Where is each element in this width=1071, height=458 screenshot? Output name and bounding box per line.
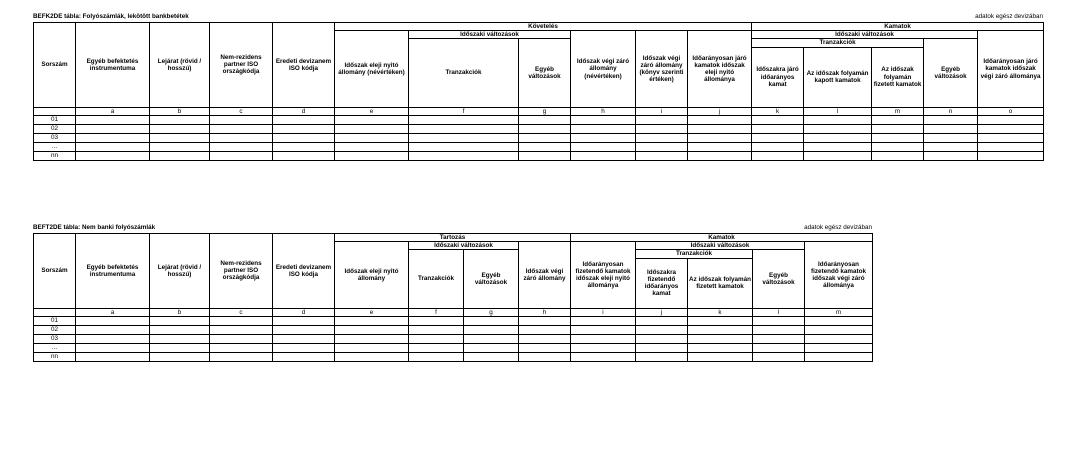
- data-cell[interactable]: [273, 343, 335, 352]
- row-code: 02: [34, 124, 76, 133]
- data-cell[interactable]: [688, 352, 753, 361]
- data-cell[interactable]: [688, 142, 752, 151]
- table-row: [34, 316, 873, 325]
- data-cell[interactable]: [872, 133, 924, 142]
- header-tranzakciok-m: Tranzakciók: [752, 39, 924, 47]
- data-cell[interactable]: [335, 352, 409, 361]
- t2-header-tartozas: Tartozás: [335, 234, 571, 242]
- data-cell[interactable]: [150, 133, 210, 142]
- header-deviza: Eredeti devizanem ISO kódja: [273, 23, 335, 108]
- data-cell[interactable]: [978, 124, 1044, 133]
- t2-header-fizetett-kamat: Az időszak folyamán fizetett kamatok: [688, 258, 753, 308]
- header-tranzakciok: Tranzakciók: [409, 39, 519, 107]
- data-cell[interactable]: [636, 133, 688, 142]
- t2-header-kamat-zaro: Időarányosan fizetendő kamatok időszak végi záró állománya: [805, 242, 873, 308]
- data-cell[interactable]: [519, 115, 571, 124]
- data-cell[interactable]: [805, 325, 873, 334]
- data-cell[interactable]: [76, 343, 150, 352]
- header-zaro: Időszak végi záró állomány (névértéken): [571, 31, 636, 107]
- data-cell[interactable]: [210, 115, 273, 124]
- data-cell[interactable]: [636, 334, 688, 343]
- letter-o: o: [978, 107, 1044, 115]
- letter-h: h: [571, 107, 636, 115]
- data-cell[interactable]: [752, 151, 804, 160]
- letter-k: k: [752, 107, 804, 115]
- data-cell[interactable]: [805, 334, 873, 343]
- letter-d: d: [273, 308, 335, 316]
- data-cell[interactable]: [571, 325, 636, 334]
- data-cell[interactable]: [804, 133, 872, 142]
- data-cell[interactable]: [409, 124, 519, 133]
- table1: [33, 22, 1044, 161]
- t2-header-egyeb: Egyéb változások: [464, 250, 519, 308]
- data-cell[interactable]: [210, 352, 273, 361]
- data-cell[interactable]: [688, 151, 752, 160]
- data-cell[interactable]: [409, 343, 464, 352]
- header-kamat-zaro: Időarányosan járó kamatok időszak végi záró állománya: [978, 31, 1044, 107]
- table-row: [34, 124, 1044, 133]
- data-cell[interactable]: [519, 325, 571, 334]
- row-code: 01: [34, 115, 76, 124]
- header-nyito: Időszak eleji nyitó állomány (névértéken): [335, 31, 409, 107]
- letter-j: j: [688, 107, 752, 115]
- data-cell[interactable]: [464, 334, 519, 343]
- row-code: 03: [34, 133, 76, 142]
- data-cell[interactable]: [409, 151, 519, 160]
- data-cell[interactable]: [636, 151, 688, 160]
- data-cell[interactable]: [636, 316, 688, 325]
- data-cell[interactable]: [872, 115, 924, 124]
- data-cell[interactable]: [804, 151, 872, 160]
- data-cell[interactable]: [571, 124, 636, 133]
- data-cell[interactable]: [150, 343, 210, 352]
- data-cell[interactable]: [150, 115, 210, 124]
- data-cell[interactable]: [464, 325, 519, 334]
- header-fizetett-kamat: Az időszak folyamán fizetett kamatok: [872, 47, 924, 107]
- data-cell[interactable]: [76, 325, 150, 334]
- data-cell[interactable]: [409, 142, 519, 151]
- data-cell[interactable]: [571, 133, 636, 142]
- data-cell[interactable]: [924, 142, 978, 151]
- data-cell[interactable]: [335, 133, 409, 142]
- letter-cell: [34, 107, 76, 115]
- data-cell[interactable]: [571, 142, 636, 151]
- data-cell[interactable]: [409, 325, 464, 334]
- data-cell[interactable]: [805, 343, 873, 352]
- data-cell[interactable]: [210, 343, 273, 352]
- data-cell[interactable]: [924, 151, 978, 160]
- t2-header-nyito: Időszak eleji nyitó állomány: [335, 242, 409, 308]
- row-code: 01: [34, 316, 76, 325]
- data-cell[interactable]: [804, 124, 872, 133]
- data-cell[interactable]: [273, 124, 335, 133]
- header-lejarat: Lejárat (rövid / hosszú): [150, 23, 210, 108]
- t2-header-kamat-egyeb: Egyéb változások: [753, 250, 805, 308]
- data-cell[interactable]: [150, 142, 210, 151]
- letter-b: b: [150, 308, 210, 316]
- data-cell[interactable]: [753, 325, 805, 334]
- data-cell[interactable]: [688, 133, 752, 142]
- data-cell[interactable]: [688, 124, 752, 133]
- data-cell[interactable]: [210, 316, 273, 325]
- t2-header-idoszaki-valtozasok-k: Időszaki változások: [636, 242, 805, 250]
- data-cell[interactable]: [273, 352, 335, 361]
- table-row: [34, 133, 1044, 142]
- letter-i: i: [636, 107, 688, 115]
- data-cell[interactable]: [752, 133, 804, 142]
- data-cell[interactable]: [210, 124, 273, 133]
- table-row: [34, 343, 873, 352]
- row-code: nn: [34, 151, 76, 160]
- data-cell[interactable]: [924, 124, 978, 133]
- data-cell[interactable]: [409, 115, 519, 124]
- data-cell[interactable]: [519, 142, 571, 151]
- letter-m: m: [805, 308, 873, 316]
- letter-j: j: [636, 308, 688, 316]
- data-cell[interactable]: [571, 115, 636, 124]
- data-cell[interactable]: [519, 343, 571, 352]
- letter-c: c: [210, 107, 273, 115]
- t2-header-fizetendo-kamat: Időszakra fizetendő időarányos kamat: [636, 258, 688, 308]
- data-cell[interactable]: [978, 115, 1044, 124]
- header-idoszaki-valtozasok-m: Időszaki változások: [752, 31, 978, 39]
- t2-header-sorszam: Sorszám: [34, 234, 76, 309]
- letter-b: b: [150, 107, 210, 115]
- table-row: [34, 142, 1044, 151]
- t2-header-tranzakciok: Tranzakciók: [409, 250, 464, 308]
- data-cell[interactable]: [636, 142, 688, 151]
- t2-header-kamat-nyito: Időarányosan fizetendő kamatok időszak eleji nyitó állománya: [571, 242, 636, 308]
- data-cell[interactable]: [76, 316, 150, 325]
- data-cell[interactable]: [571, 352, 636, 361]
- letter-cell: [34, 308, 76, 316]
- data-cell[interactable]: [519, 316, 571, 325]
- data-cell[interactable]: [464, 352, 519, 361]
- data-cell[interactable]: [150, 325, 210, 334]
- letter-g: g: [519, 107, 571, 115]
- data-cell[interactable]: [688, 115, 752, 124]
- data-cell[interactable]: [924, 133, 978, 142]
- table2-caption: BEFT2DE tábla: Nem banki folyószámlák: [33, 224, 156, 231]
- data-cell[interactable]: [978, 142, 1044, 151]
- data-cell[interactable]: [150, 151, 210, 160]
- letter-f: f: [409, 107, 519, 115]
- data-cell[interactable]: [409, 316, 464, 325]
- letter-m: m: [872, 107, 924, 115]
- data-cell[interactable]: [752, 115, 804, 124]
- letter-l: l: [804, 107, 872, 115]
- data-cell[interactable]: [76, 115, 150, 124]
- t2-header-deviza: Eredeti devizanem ISO kódja: [273, 234, 335, 309]
- data-cell[interactable]: [150, 352, 210, 361]
- letter-h: h: [519, 308, 571, 316]
- data-cell[interactable]: [519, 334, 571, 343]
- t2-header-kamatok: Kamatok: [571, 234, 873, 242]
- data-cell[interactable]: [335, 343, 409, 352]
- data-cell[interactable]: [752, 124, 804, 133]
- data-cell[interactable]: [978, 133, 1044, 142]
- data-cell[interactable]: [76, 352, 150, 361]
- data-cell[interactable]: [273, 115, 335, 124]
- data-cell[interactable]: [210, 142, 273, 151]
- t2-header-instrument: Egyéb befektetés instrumentuma: [76, 234, 150, 309]
- data-cell[interactable]: [210, 151, 273, 160]
- data-cell[interactable]: [804, 115, 872, 124]
- data-cell[interactable]: [273, 142, 335, 151]
- data-cell[interactable]: [688, 343, 753, 352]
- data-cell[interactable]: [76, 151, 150, 160]
- data-cell[interactable]: [409, 133, 519, 142]
- data-cell[interactable]: [335, 115, 409, 124]
- table2-unit-note: adatok egész devizában: [804, 224, 872, 231]
- data-cell[interactable]: [805, 316, 873, 325]
- data-cell[interactable]: [805, 352, 873, 361]
- letter-f: f: [409, 308, 464, 316]
- data-cell[interactable]: [519, 352, 571, 361]
- data-cell[interactable]: [636, 124, 688, 133]
- data-cell[interactable]: [872, 142, 924, 151]
- t2-header-partner: Nem-rezidens partner ISO országkódja: [210, 234, 273, 309]
- table-row: [34, 352, 873, 361]
- data-cell[interactable]: [978, 151, 1044, 160]
- t2-header-lejarat: Lejárat (rövid / hosszú): [150, 234, 210, 309]
- data-cell[interactable]: [273, 151, 335, 160]
- header-instrument: Egyéb befektetés instrumentuma: [76, 23, 150, 108]
- row-code: ...: [34, 142, 76, 151]
- data-cell[interactable]: [335, 151, 409, 160]
- data-cell[interactable]: [150, 316, 210, 325]
- header-kamat-egyeb: Egyéb változások: [924, 39, 978, 107]
- data-cell[interactable]: [464, 343, 519, 352]
- row-code: 02: [34, 325, 76, 334]
- data-cell[interactable]: [571, 151, 636, 160]
- data-cell[interactable]: [273, 334, 335, 343]
- data-cell[interactable]: [688, 316, 753, 325]
- data-cell[interactable]: [636, 115, 688, 124]
- data-cell[interactable]: [519, 124, 571, 133]
- data-cell[interactable]: [872, 124, 924, 133]
- data-cell[interactable]: [753, 343, 805, 352]
- table-row: [34, 151, 1044, 160]
- letter-g: g: [464, 308, 519, 316]
- header-partner: Nem-rezidens partner ISO országkódja: [210, 23, 273, 108]
- data-cell[interactable]: [571, 316, 636, 325]
- header-kapott-kamat: Az időszak folyamán kapott kamatok: [804, 47, 872, 107]
- header-kamatok: Kamatok: [752, 23, 1044, 31]
- data-cell[interactable]: [76, 133, 150, 142]
- letter-e: e: [335, 107, 409, 115]
- data-cell[interactable]: [688, 334, 753, 343]
- data-cell[interactable]: [924, 115, 978, 124]
- header-sorszam: Sorszám: [34, 23, 76, 108]
- data-cell[interactable]: [273, 316, 335, 325]
- t2-header-zaro: Időszak végi záró állomány: [519, 242, 571, 308]
- data-cell[interactable]: [76, 142, 150, 151]
- t2-header-tranzakciok-k: Tranzakciók: [636, 250, 753, 258]
- table-row: [34, 334, 873, 343]
- data-cell[interactable]: [409, 334, 464, 343]
- letter-n: n: [924, 107, 978, 115]
- letter-i: i: [571, 308, 636, 316]
- data-cell[interactable]: [753, 334, 805, 343]
- letter-c: c: [210, 308, 273, 316]
- table2: [33, 233, 873, 362]
- row-code: ...: [34, 343, 76, 352]
- data-cell[interactable]: [76, 124, 150, 133]
- data-cell[interactable]: [409, 352, 464, 361]
- row-code: 03: [34, 334, 76, 343]
- data-cell[interactable]: [636, 343, 688, 352]
- letter-a: a: [76, 308, 150, 316]
- data-cell[interactable]: [335, 325, 409, 334]
- header-jaro-kamat: Időszakra járó időarányos kamat: [752, 47, 804, 107]
- table-row: [34, 115, 1044, 124]
- data-cell[interactable]: [464, 316, 519, 325]
- letter-k: k: [688, 308, 753, 316]
- data-cell[interactable]: [76, 334, 150, 343]
- letter-l: l: [753, 308, 805, 316]
- header-kamat-nyito: Időarányosan járó kamatok időszak eleji nyitó állománya: [688, 31, 752, 107]
- letter-d: d: [273, 107, 335, 115]
- row-code: nn: [34, 352, 76, 361]
- letter-e: e: [335, 308, 409, 316]
- table1-caption: BEFK2DE tábla: Folyószámlák, lekötött bankbetétek: [33, 13, 189, 20]
- header-koveteles: Követelés: [335, 23, 752, 31]
- header-zaro-konyv: Időszak végi záró állomány (könyv szerinti értéken): [636, 31, 688, 107]
- data-cell[interactable]: [636, 325, 688, 334]
- data-cell[interactable]: [752, 142, 804, 151]
- data-cell[interactable]: [150, 124, 210, 133]
- data-cell[interactable]: [519, 133, 571, 142]
- data-cell[interactable]: [210, 325, 273, 334]
- data-cell[interactable]: [210, 133, 273, 142]
- data-cell[interactable]: [210, 334, 273, 343]
- data-cell[interactable]: [335, 142, 409, 151]
- data-cell[interactable]: [753, 352, 805, 361]
- header-idoszaki-valtozasok-k: Időszaki változások: [409, 31, 571, 39]
- data-cell[interactable]: [804, 142, 872, 151]
- data-cell[interactable]: [335, 334, 409, 343]
- data-cell[interactable]: [688, 325, 753, 334]
- data-cell[interactable]: [335, 124, 409, 133]
- table1-unit-note: adatok egész devizában: [975, 13, 1043, 20]
- data-cell[interactable]: [273, 133, 335, 142]
- data-cell[interactable]: [636, 352, 688, 361]
- letter-a: a: [76, 107, 150, 115]
- data-cell[interactable]: [519, 151, 571, 160]
- data-cell[interactable]: [150, 334, 210, 343]
- data-cell[interactable]: [872, 151, 924, 160]
- data-cell[interactable]: [335, 316, 409, 325]
- data-cell[interactable]: [571, 343, 636, 352]
- table-row: [34, 325, 873, 334]
- header-egyeb: Egyéb változások: [519, 39, 571, 107]
- t2-header-idoszaki-valtozasok-t: Időszaki változások: [409, 242, 519, 250]
- data-cell[interactable]: [273, 325, 335, 334]
- data-cell[interactable]: [571, 334, 636, 343]
- data-cell[interactable]: [753, 316, 805, 325]
